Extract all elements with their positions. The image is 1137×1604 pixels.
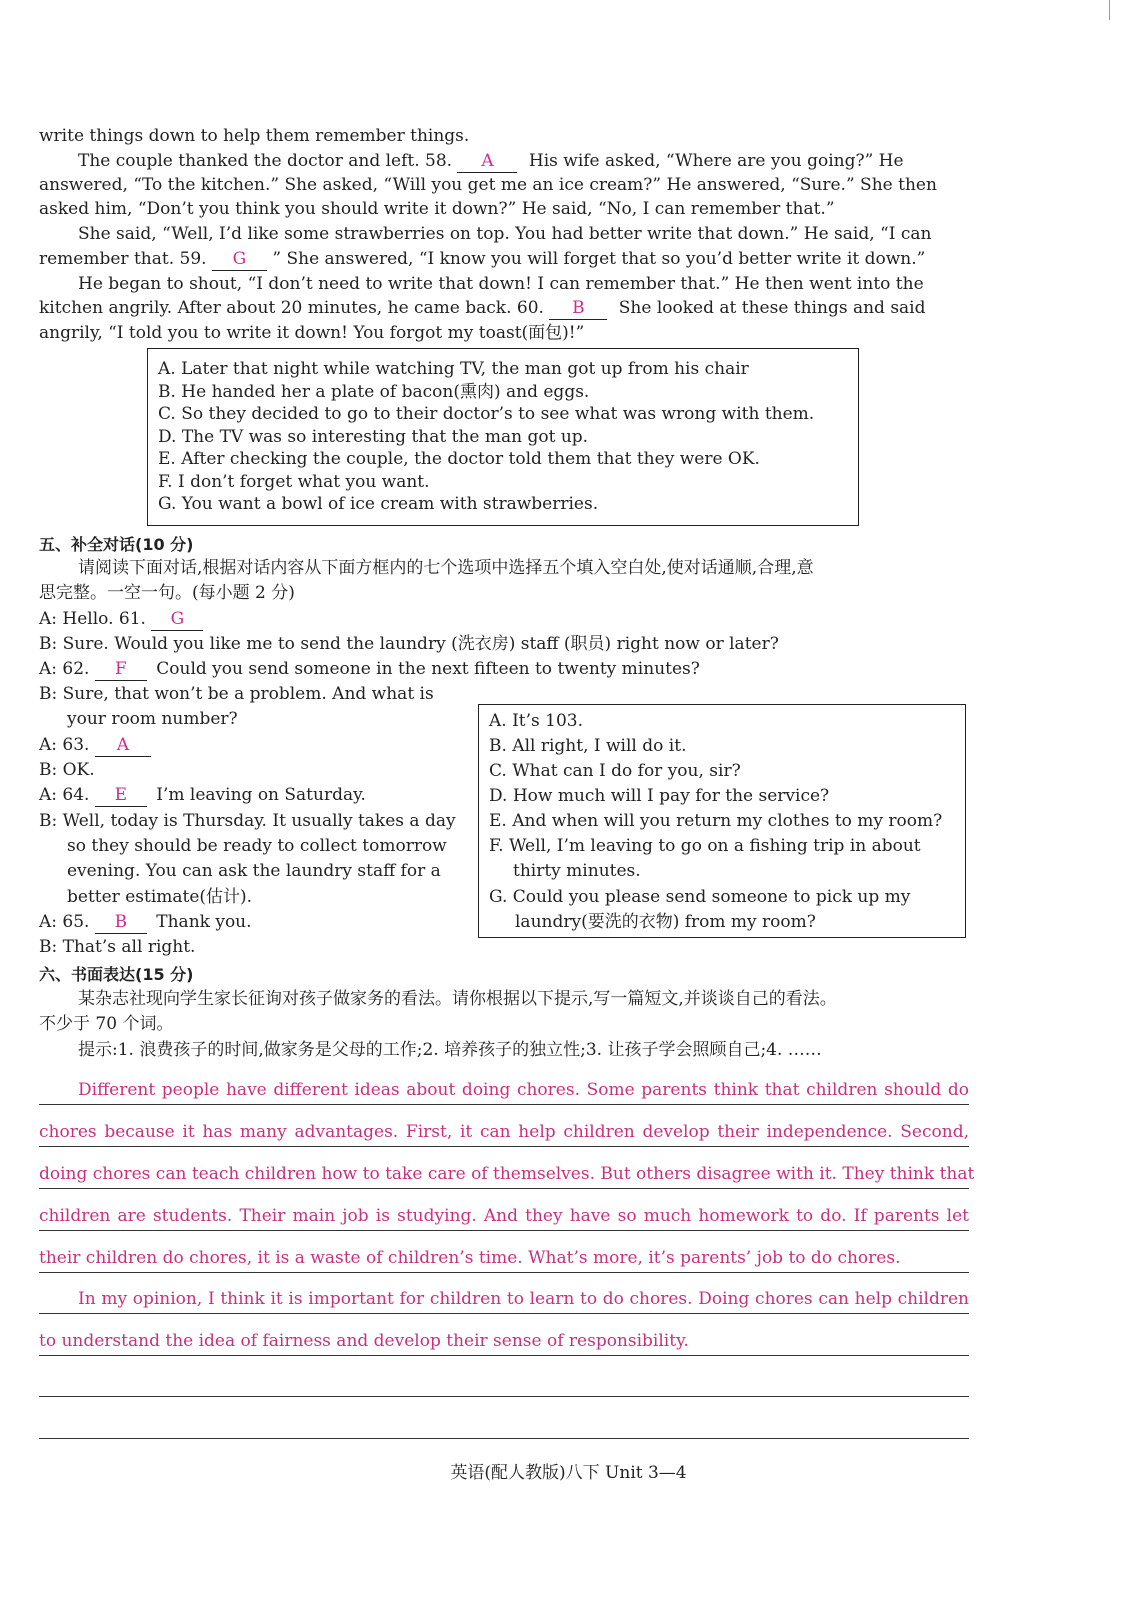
essay-line: children are students. Their main job is studying. And they have so much homework to do. If parents let (39, 1206, 969, 1226)
dialogue-text: A: 64. (39, 785, 90, 805)
writing-rule (39, 1396, 969, 1397)
options-box-2 (478, 704, 966, 938)
option-g: G. You want a bowl of ice cream with strawberries. (158, 494, 599, 514)
essay-line: their children do chores, it is a waste of children’s time. What’s more, it’s parents’ job to do chores. (39, 1248, 901, 1268)
section-instruction: 某杂志社现向学生家长征询对孩子做家务的看法。请你根据以下提示,写一篇短文,并谈谈自己的看法。 (78, 989, 837, 1009)
answer-61: G (151, 608, 203, 631)
passage-line: asked him, “Don’t you think you should write it down?” He said, “No, I can remember that.” (39, 199, 835, 219)
essay-line: to understand the idea of fairness and develop their sense of responsibility. (39, 1331, 689, 1351)
writing-rule (39, 1355, 969, 1356)
option-e: E. And when will you return my clothes to my room? (489, 811, 943, 831)
dialogue-line-61 (39, 608, 203, 631)
dialogue-text: A: 65. (39, 912, 90, 932)
section-instruction: 请阅读下面对话,根据对话内容从下面方框内的七个选项中选择五个填入空白处,使对话通顺,合理,意 (78, 558, 814, 578)
passage-line: He began to shout, “I don’t need to write that down! I can remember that.” He then went into the (78, 274, 924, 294)
writing-rule (39, 1188, 969, 1189)
essay-line: chores because it has many advantages. First, it can help children develop their independence. Second, (39, 1122, 969, 1142)
section-instruction: 思完整。一空一句。(每小题 2 分) (39, 583, 295, 603)
passage-line: angrily, “I told you to write it down! You forgot my toast(面包)!” (39, 323, 585, 343)
passage-line: answered, “To the kitchen.” She asked, “Will you get me an ice cream?” He answered, “Sure.” She then (39, 175, 937, 195)
options-box-1 (147, 348, 859, 526)
section-hint: 提示:1. 浪费孩子的时间,做家务是父母的工作;2. 培养孩子的独立性;3. 让孩子学会照顾自己;4. …… (78, 1040, 822, 1060)
dialogue-text: A: 62. (39, 659, 90, 679)
writing-rule (39, 1230, 969, 1231)
dialogue-line-62 (39, 658, 700, 681)
writing-rule (39, 1313, 969, 1314)
answer-63: A (95, 734, 151, 757)
page-footer: 英语(配人教版)八下 Unit 3—4 (450, 1463, 687, 1483)
dialogue-line: better estimate(估计). (67, 887, 253, 907)
option-g: G. Could you please send someone to pick up my (489, 887, 911, 907)
answer-65: B (95, 911, 147, 934)
option-d: D. The TV was so interesting that the man got up. (158, 427, 589, 447)
page-edge-mark (1109, 0, 1110, 20)
dialogue-line-63 (39, 734, 151, 757)
option-b: B. He handed her a plate of bacon(熏肉) and eggs. (158, 382, 590, 402)
dialogue-line: B: Sure. Would you like me to send the laundry (洗衣房) staff (职员) right now or later? (39, 634, 779, 654)
passage-line: She said, “Well, I’d like some strawberries on top. You had better write that down.” He said, “I can (78, 224, 932, 244)
writing-rule (39, 1272, 969, 1273)
passage-text: She looked at these things and said (618, 298, 926, 318)
dialogue-line: your room number? (67, 709, 238, 729)
answer-58: A (457, 150, 517, 173)
dialogue-line: so they should be ready to collect tomorrow (67, 836, 447, 856)
dialogue-text: A: Hello. 61. (39, 609, 146, 629)
option-f-cont: thirty minutes. (513, 861, 641, 881)
essay-line: In my opinion, I think it is important for children to learn to do chores. Doing chores can help children (78, 1289, 969, 1309)
passage-text: The couple thanked the doctor and left. 58. (78, 151, 453, 171)
dialogue-line-64 (39, 784, 366, 807)
writing-rule (39, 1146, 969, 1147)
option-d: D. How much will I pay for the service? (489, 786, 830, 806)
option-a: A. Later that night while watching TV, the man got up from his chair (158, 359, 749, 379)
option-a: A. It’s 103. (489, 711, 584, 731)
passage-text: ” She answered, “I know you will forget that so you’d better write it down.” (272, 249, 926, 269)
option-e: E. After checking the couple, the doctor told them that they were OK. (158, 449, 760, 469)
dialogue-line-65 (39, 911, 252, 934)
dialogue-text: Could you send someone in the next fifteen to twenty minutes? (156, 659, 700, 679)
essay-line: doing chores can teach children how to take care of themselves. But others disagree with it. They think that (39, 1164, 975, 1184)
dialogue-line: B: That’s all right. (39, 937, 196, 957)
passage-text: His wife asked, “Where are you going?” He (528, 151, 904, 171)
dialogue-line: evening. You can ask the laundry staff for a (67, 861, 441, 881)
section-instruction: 不少于 70 个词。 (39, 1014, 174, 1034)
dialogue-text: A: 63. (39, 735, 90, 755)
section-title: 五、补全对话(10 分) (39, 535, 194, 554)
option-f: F. Well, I’m leaving to go on a fishing trip in about (489, 836, 921, 856)
dialogue-line: B: Sure, that won’t be a problem. And what is (39, 684, 434, 704)
answer-60: B (549, 297, 607, 320)
writing-rule (39, 1438, 969, 1439)
dialogue-text: Thank you. (156, 912, 252, 932)
option-f: F. I don’t forget what you want. (158, 472, 430, 492)
answer-59: G (212, 248, 267, 271)
passage-line-60 (39, 297, 926, 320)
passage-line: write things down to help them remember things. (39, 126, 470, 146)
dialogue-text: I’m leaving on Saturday. (156, 785, 366, 805)
essay-line: Different people have different ideas about doing chores. Some parents think that children should do (78, 1080, 969, 1100)
dialogue-line: B: Well, today is Thursday. It usually takes a day (39, 811, 456, 831)
option-b: B. All right, I will do it. (489, 736, 687, 756)
option-c: C. What can I do for you, sir? (489, 761, 741, 781)
passage-line-59 (39, 248, 925, 271)
dialogue-line: B: OK. (39, 760, 95, 780)
writing-rule (39, 1104, 969, 1105)
option-c: C. So they decided to go to their doctor’s to see what was wrong with them. (158, 404, 815, 424)
section-title: 六、书面表达(15 分) (39, 965, 194, 984)
option-g-cont: laundry(要洗的衣物) from my room? (515, 912, 816, 932)
passage-text: remember that. 59. (39, 249, 207, 269)
answer-62: F (95, 658, 147, 681)
passage-line-58 (78, 150, 904, 173)
answer-64: E (95, 784, 147, 807)
passage-text: kitchen angrily. After about 20 minutes, he came back. 60. (39, 298, 544, 318)
